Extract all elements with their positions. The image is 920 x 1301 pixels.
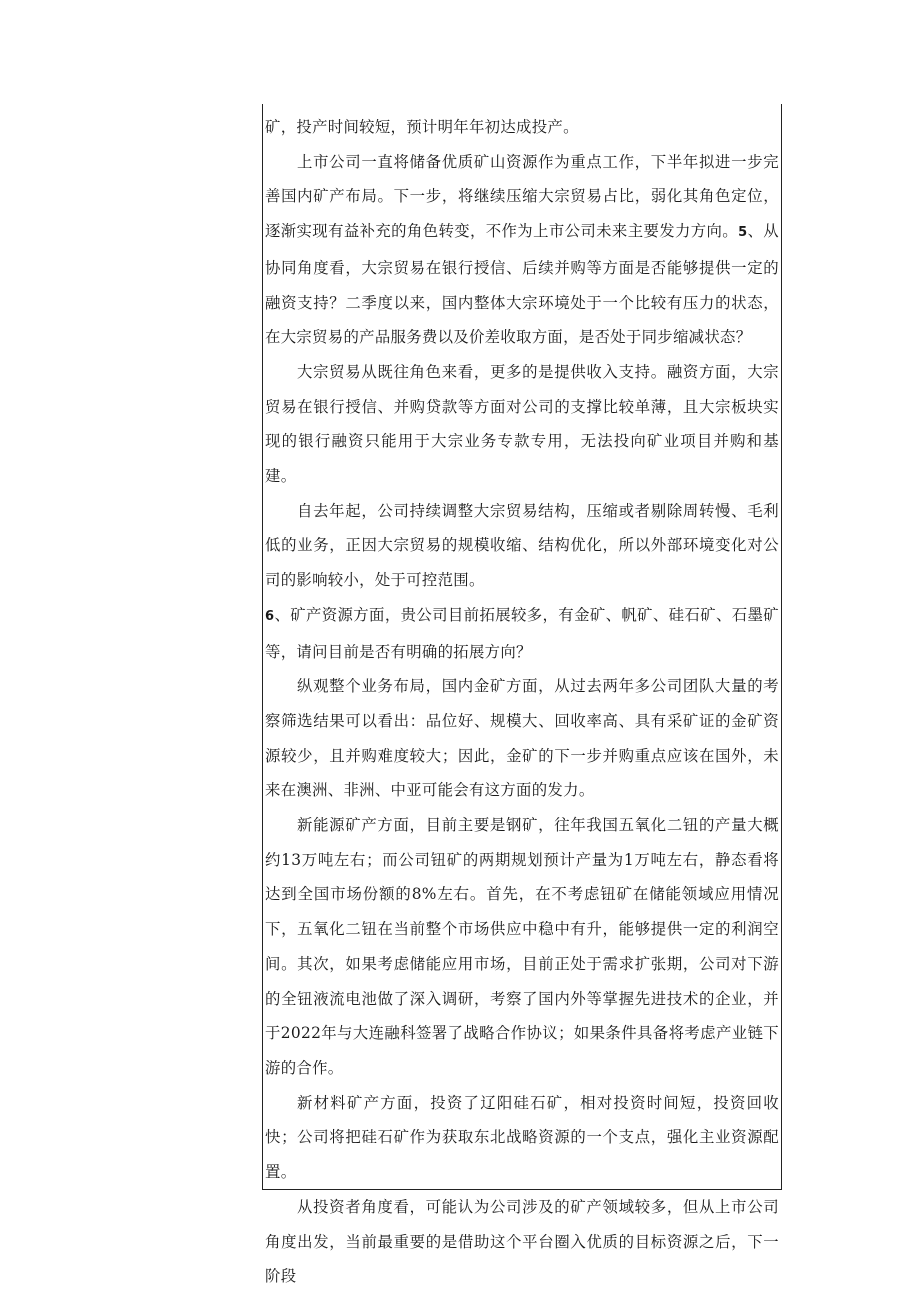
paragraph-trade-financing: 大宗贸易从既往角色来看，更多的是提供收入支持。融资方面，大宗贸易在银行授信、并购贷款等方面对公司的支撑比较单薄，且大宗板块实现的银行融资只能用于大宗业务专款专用，无法投向矿业项目并购和基建。 <box>265 362 779 486</box>
question-number: 6 <box>265 608 275 624</box>
paragraph-continuation: 矿，投产时间较短，预计明年年初达成投产。 <box>265 118 579 136</box>
question-number: 5 <box>738 225 748 241</box>
document-body <box>265 110 779 1294</box>
paragraph-investor-view: 从投资者角度看，可能认为公司涉及的矿产领域较多，但从上市公司角度出发，当前最重要的是借助这个平台圈入优质的目标资源之后，下一阶段 <box>265 1197 779 1286</box>
question-text: 、从协同角度看，大宗贸易在银行授信、后续并购等方面是否能够提供一定的融资支持？二季度以来，国内整体大宗环境处于一个比较有压力的状态，在大宗贸易的产品服务费以及价差收取方面，是否处于同步缩减状态？ <box>265 222 779 347</box>
question-mineral-direction <box>265 598 779 669</box>
paragraph-gold: 纵观整个业务布局，国内金矿方面，从过去两年多公司团队大量的考察筛选结果可以看出：品位好、规模大、回收率高、具有采矿证的金矿资源较少，且并购难度较大；因此，金矿的下一步并购重点应该在国外，未来在澳洲、非洲、中亚可能会有这方面的发力。 <box>265 677 779 800</box>
paragraph-reserve-strategy <box>265 145 779 355</box>
paragraph-trade-restructure: 自去年起，公司持续调整大宗贸易结构，压缩或者剔除周转慢、毛利低的业务，正因大宗贸易的规模收缩、结构优化，所以外部环境变化对公司的影响较小，处于可控范围。 <box>265 501 779 590</box>
paragraph-new-energy: 新能源矿产方面，目前主要是钢矿，往年我国五氧化二钮的产量大概约13万吨左右；而公司钮矿的两期规划预计产量为1万吨左右，静态看将达到全国市场份额的8%左右。首先，在不考虑钮矿在储能领域应用情况下，五氧化二钮在当前整个市场供应中稳中有升，能够提供一定的利润空间。其次，如果考虑储能应用市场，目前正处于需求扩张期，公司对下游的全钮液流电池做了深入调研，考察了国内外等掌握先进技术的企业，并于2022年与大连融科签署了战略合作协议；如果条件具备将考虑产业链下游的合作。 <box>265 816 779 1077</box>
question-text: 、矿产资源方面，贵公司目前拓展较多，有金矿、帆矿、硅石矿、石墨矿等，请问目前是否有明确的拓展方向？ <box>265 605 779 661</box>
paragraph-new-materials: 新材料矿产方面，投资了辽阳硅石矿，相对投资时间短，投资回收快；公司将把硅石矿作为获取东北战略资源的一个支点，强化主业资源配置。 <box>265 1093 779 1182</box>
paragraph-text: 上市公司一直将储备优质矿山资源作为重点工作，下半年拟进一步完善国内矿产布局。下一步，将继续压缩大宗贸易占比，弱化其角色定位，逐渐实现有益补充的角色转变，不作为上市公司未来主要发力方向。 <box>265 152 779 241</box>
